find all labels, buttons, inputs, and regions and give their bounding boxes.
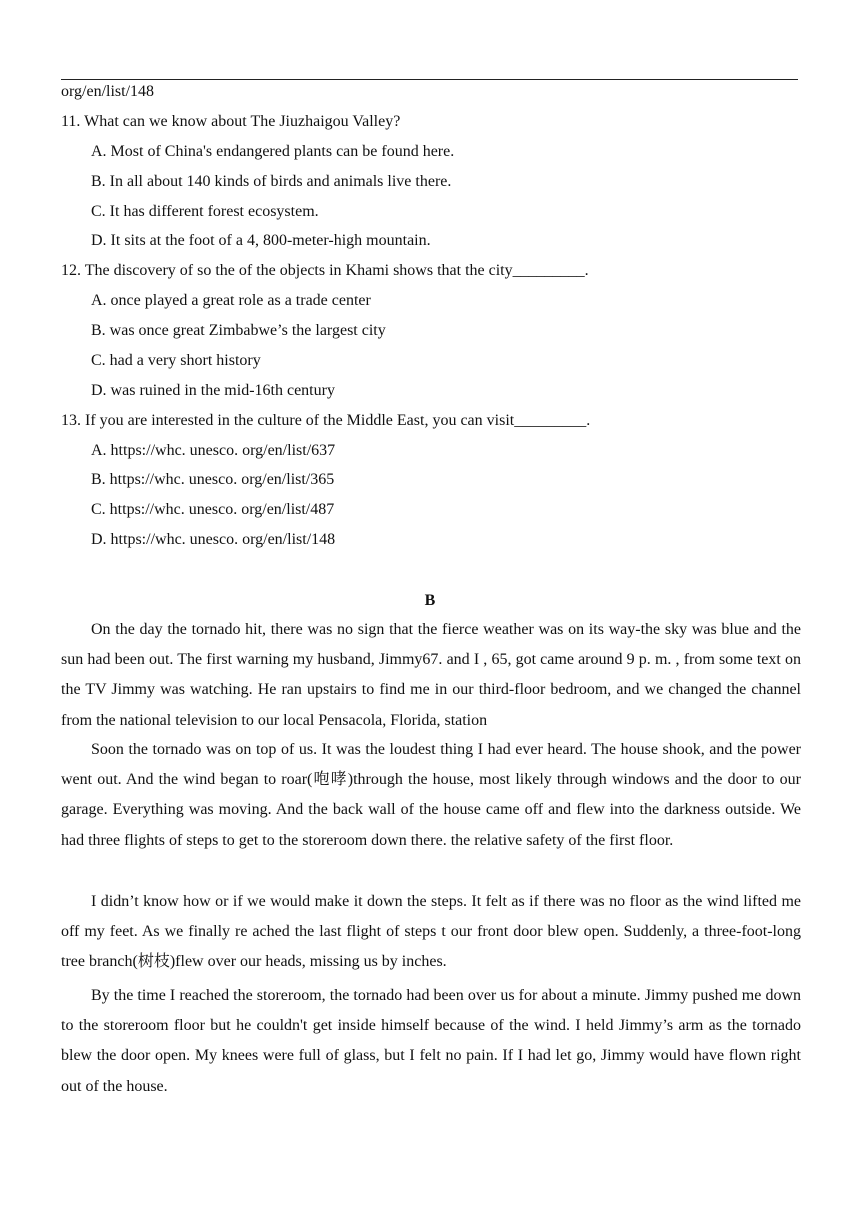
- paragraph-2: Soon the tornado was on top of us. It was the loudest thing I had ever heard. The house shook, and the power went out. And the wind began to roar(咆哮)through the house, most likely through windows and the door to our garage. Everything was moving. And the back wall of the house came off and flew into the darkness outside. We had three flights of steps to get to the storeroom down there. the relative safety of the first floor.: [61, 741, 801, 849]
- section-title: B: [424, 592, 436, 609]
- question-11-option-a: A. Most of China's endangered plants can be found here.: [91, 143, 455, 160]
- top-fragment: org/en/list/148: [61, 83, 155, 100]
- question-13-option-a: A. https://whc. unesco. org/en/list/637: [91, 442, 336, 459]
- question-11-option-b: B. In all about 140 kinds of birds and animals live there.: [91, 173, 452, 190]
- header-rule: [61, 79, 798, 80]
- paragraph-4: By the time I reached the storeroom, the tornado had been over us for about a minute. Jimmy pushed me down to the storeroom floor but he couldn't get inside himself because of the wind. I held Jimmy’s arm as the tornado blew the door open. My knees were full of glass, but I felt no pain. If I had let go, Jimmy would have flown right out of the house.: [61, 987, 801, 1095]
- question-12-option-a: A. once played a great role as a trade center: [91, 292, 371, 309]
- question-12-option-d: D. was ruined in the mid-16th century: [91, 382, 335, 399]
- question-11-stem: 11. What can we know about The Jiuzhaigou Valley?: [61, 113, 401, 130]
- question-11-option-d: D. It sits at the foot of a 4, 800-meter-high mountain.: [91, 232, 431, 249]
- question-12-option-c: C. had a very short history: [91, 352, 261, 369]
- question-12-stem: 12. The discovery of so the of the objects in Khami shows that the city_________.: [61, 262, 589, 279]
- paragraph-1: On the day the tornado hit, there was no sign that the fierce weather was on its way-the sky was blue and the sun had been out. The first warning my husband, Jimmy67. and I , 65, got came around 9 p. m. , from some text on the TV Jimmy was watching. He ran upstairs to find me in our third-floor bedroom, and we changed the channel from the national television to our local Pensacola, Florida, station: [61, 621, 801, 729]
- question-13-option-b: B. https://whc. unesco. org/en/list/365: [91, 471, 335, 488]
- paragraph-3: I didn’t know how or if we would make it down the steps. It felt as if there was no floor as the wind lifted me off my feet. As we finally re ached the last flight of steps t our front door blew open. Suddenly, a three-foot-long tree branch(树枝)flew over our heads, missing us by inches.: [61, 893, 801, 971]
- question-13-option-d: D. https://whc. unesco. org/en/list/148: [91, 531, 336, 548]
- question-11-option-c: C. It has different forest ecosystem.: [91, 203, 319, 220]
- question-12-option-b: B. was once great Zimbabwe’s the largest city: [91, 322, 386, 339]
- question-13-option-c: C. https://whc. unesco. org/en/list/487: [91, 501, 335, 518]
- question-13-stem: 13. If you are interested in the culture of the Middle East, you can visit_________.: [61, 412, 591, 429]
